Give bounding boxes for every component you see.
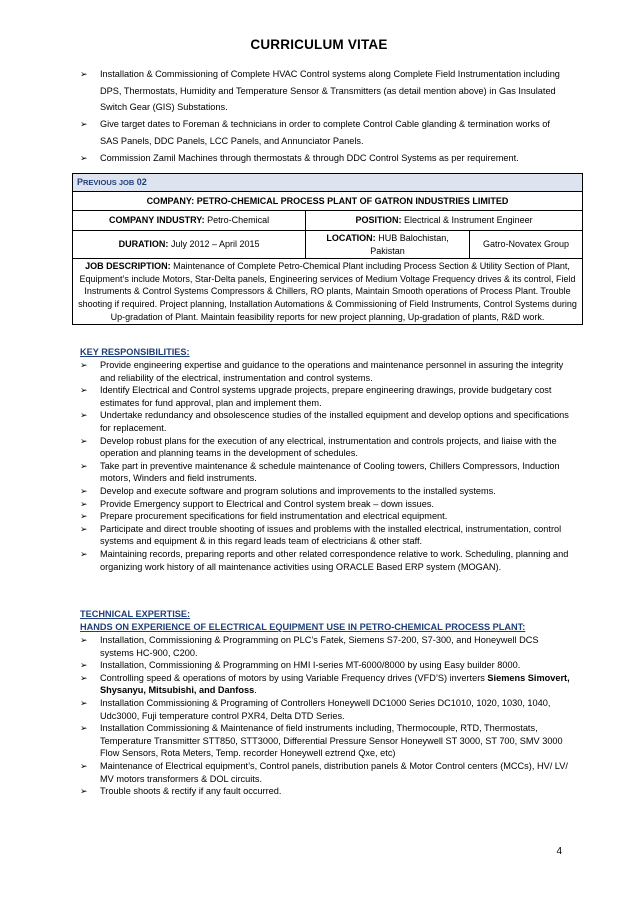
page-number: 4 bbox=[556, 846, 562, 857]
key-responsibilities-heading: KEY RESPONSIBILITIES: bbox=[80, 347, 190, 357]
arrow-bullet-icon: ➢ bbox=[80, 360, 88, 370]
location-cell: LOCATION: HUB Balochistan, Pakistan bbox=[306, 231, 470, 259]
arrow-bullet-icon: ➢ bbox=[80, 69, 88, 79]
arrow-bullet-icon: ➢ bbox=[80, 697, 88, 708]
list-item: ➢ Trouble shoots & rectify if any fault occurred. bbox=[80, 786, 282, 797]
previous-job-heading: PREVIOUS JOB 02 bbox=[73, 174, 583, 192]
hands-on-experience-heading: HANDS ON EXPERIENCE OF ELECTRICAL EQUIPMENT USE IN PETRO-CHEMICAL PROCESS PLANT: bbox=[80, 622, 526, 632]
arrow-bullet-icon: ➢ bbox=[80, 511, 88, 522]
arrow-bullet-icon: ➢ bbox=[80, 786, 88, 797]
position-cell: POSITION: Electrical & Instrument Engineer bbox=[306, 211, 583, 231]
group-cell: Gatro-Novatex Group bbox=[470, 231, 583, 259]
previous-job-table bbox=[72, 173, 583, 325]
list-item: ➢ Participate and direct trouble shooting of issues and problems with the installed electrical, instrumentation, control systems and equipment & in this regard leads team of electricians & other staff. bbox=[80, 523, 562, 547]
list-item: ➢ Installation, Commissioning & Programming on PLC’s Fatek, Siemens S7-200, S7-300, and Honeywell DCS systems HC-900, C200. bbox=[80, 635, 539, 658]
document-title: CURRICULUM VITAE bbox=[250, 37, 388, 52]
arrow-bullet-icon: ➢ bbox=[80, 435, 88, 446]
arrow-bullet-icon: ➢ bbox=[80, 119, 88, 130]
list-item: ➢ Give target dates to Foreman & technicians in order to complete Control Cable glanding & termination works of SAS Panels, DDC Panels, LCC Panels, and Annunciator Panels. bbox=[80, 116, 560, 149]
list-item: ➢ Develop robust plans for the execution of any electrical, instrumentation and controls projects, and liaise with the operation and planning teams in the development of schedules. bbox=[80, 435, 557, 459]
arrow-bullet-icon: ➢ bbox=[80, 660, 88, 671]
list-item: ➢ Installation Commissioning & Programing of Controllers Honeywell DC1000 Series DC1010, 1020, 1030, 1040, Udc3000, Fuji temperature control PXR4, Delta DTD Series. bbox=[80, 697, 551, 721]
arrow-bullet-icon: ➢ bbox=[80, 410, 88, 421]
top-bullet-list bbox=[80, 66, 560, 166]
arrow-bullet-icon: ➢ bbox=[80, 548, 88, 559]
list-item: ➢ Installation, Commissioning & Programming on HMI I-series MT-6000/8000 by using Easy builder 8000. bbox=[80, 660, 521, 671]
arrow-bullet-icon: ➢ bbox=[80, 460, 88, 471]
list-item: ➢ Provide engineering expertise and guidance to the operations and maintenance personnel in assuring the integrity and reliability of the electrical, instrumentation and control systems. bbox=[80, 360, 564, 383]
job-description: JOB DESCRIPTION: Maintenance of Complete Petro-Chemical Plant including Process Section & Utility Section of Plant, Equipment’s include Motors, Star-Delta panels, Engineering services of Medium Voltage Frequency drives & its control, Field Instruments & Control Systems Compressors & Chillers, RO plants, Maintain Smooth operations of Process Plant. Trouble shooting if required. Project planning, Installation Automations & Commissioning of Field Instruments, Control Systems during Up-gradation of Plant. Maintain feasibility reports for new project planning, Up-gradation of plants, R&D work. bbox=[73, 259, 583, 325]
list-item: ➢ Controlling speed & operations of motors by using Variable Frequency drives (VFD’S) inverters Siemens Simovert, Shysanyu, Mitsubishi, and Danfoss. bbox=[80, 672, 570, 696]
industry-cell: COMPANY INDUSTRY: Petro-Chemical bbox=[73, 211, 306, 231]
list-item: ➢ Maintenance of Electrical equipment’s, Control panels, distribution panels & Motor Control centers (MCCs), HV/ LV/ MV motors transformers & DOL circuits. bbox=[80, 760, 568, 784]
arrow-bullet-icon: ➢ bbox=[80, 672, 88, 683]
responsibilities-list bbox=[80, 359, 570, 573]
list-item: ➢ Undertake redundancy and obsolescence studies of the installed equipment and develop options and specifications for replacement. bbox=[80, 410, 569, 433]
list-item: ➢ Maintaining records, preparing reports and other related correspondence relative to work. Scheduling, planning and organizing work history of all maintenance activities using ORACLE Based ERP system (MOGAN). bbox=[80, 548, 569, 572]
list-item: ➢ Develop and execute software and program solutions and improvements to the installed systems. bbox=[80, 485, 496, 496]
arrow-bullet-icon: ➢ bbox=[80, 498, 88, 509]
company-row: COMPANY: PETRO-CHEMICAL PROCESS PLANT OF GATRON INDUSTRIES LIMITED bbox=[73, 192, 583, 211]
list-item: ➢ Installation Commissioning & Maintenance of field instruments including, Thermocouple, RTD, Thermostats, Temperature Transmitter STT850, STT3000, Differential Pressure Sensor Honeywell ST 3000, ST 700, SMV 3000 Flow Sensors, Rota Meters, Temp. recorder Honeywell eztrend Qxe, etc) bbox=[80, 723, 563, 759]
technical-list bbox=[80, 634, 570, 798]
arrow-bullet-icon: ➢ bbox=[80, 152, 88, 163]
list-item: ➢ Installation & Commissioning of Complete HVAC Control systems along Complete Field Instrumentation including DPS, Thermostats, Humidity and Temperature Sensor & Transmitters (as detail mention above) in Gas Insulated Switch Gear (GIS) Substations. bbox=[80, 66, 560, 116]
arrow-bullet-icon: ➢ bbox=[80, 485, 88, 496]
arrow-bullet-icon: ➢ bbox=[80, 635, 88, 645]
arrow-bullet-icon: ➢ bbox=[80, 760, 88, 771]
technical-expertise-heading: TECHNICAL EXPERTISE: bbox=[80, 609, 191, 619]
arrow-bullet-icon: ➢ bbox=[80, 723, 88, 734]
list-item: ➢ Prepare procurement specifications for field instrumentation and electrical equipment. bbox=[80, 511, 448, 522]
arrow-bullet-icon: ➢ bbox=[80, 385, 88, 396]
duration-cell: DURATION: July 2012 – April 2015 bbox=[73, 231, 306, 259]
list-item: ➢ Provide Emergency support to Electrical and Control system break – down issues. bbox=[80, 498, 434, 509]
list-item: ➢ Take part in preventive maintenance & schedule maintenance of Cooling towers, Chillers Compressors, Induction motors, Winders and field instruments. bbox=[80, 460, 560, 484]
list-item: ➢ Identify Electrical and Control systems upgrade projects, prepare engineering drawings, provide budgetary cost estimates for fund approval, plan and implement them. bbox=[80, 385, 552, 408]
arrow-bullet-icon: ➢ bbox=[80, 523, 88, 534]
list-item: ➢ Commission Zamil Machines through thermostats & through DDC Control Systems as per requirement. bbox=[80, 150, 560, 167]
